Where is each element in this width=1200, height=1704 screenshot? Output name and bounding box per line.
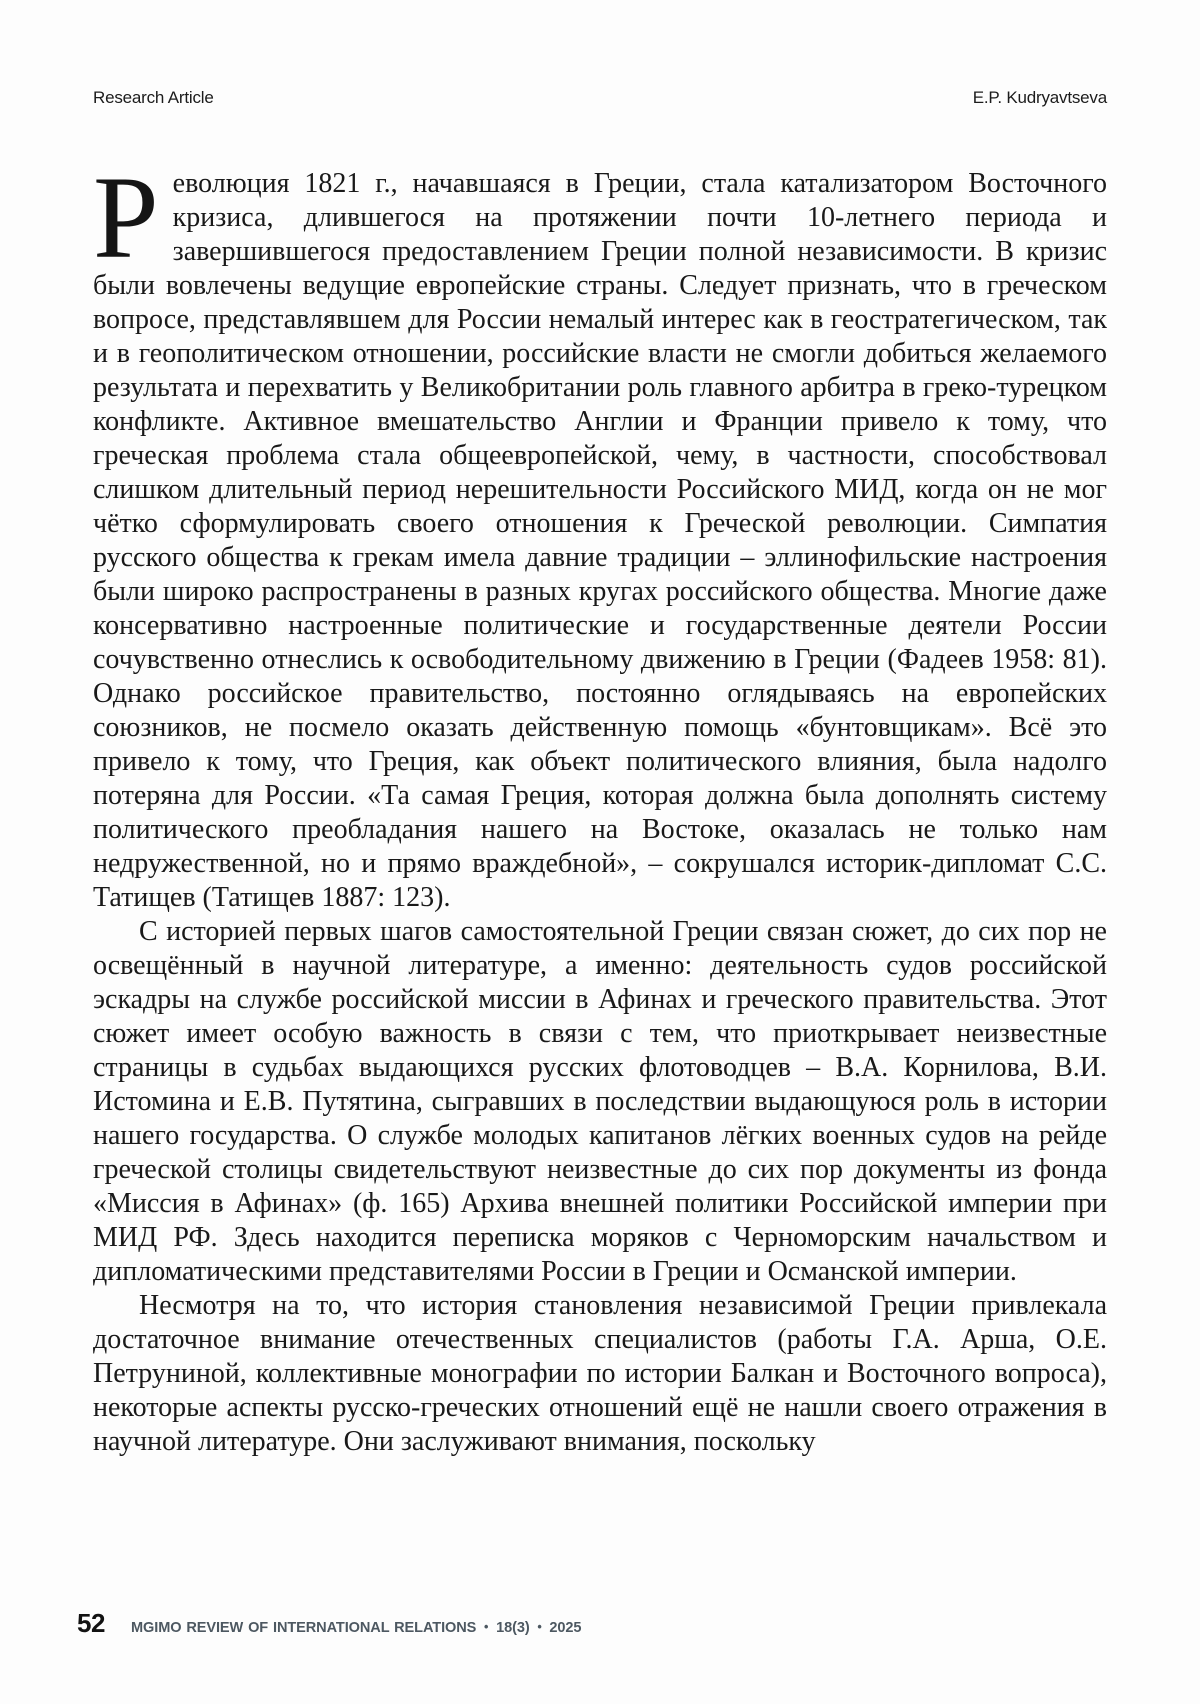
journal-issue: 18(3) — [496, 1619, 530, 1636]
footer-separator: • — [483, 1619, 489, 1634]
paragraph-text: еволюция 1821 г., начавшаяся в Греции, стала катализатором Восточного кризиса, длившегося на протяжении почти 10-летнего периода и завершившегося предоставлением Греции полной независимости. В кризис были вовлечены ведущие европейские страны. Следует признать, что в греческом вопросе, представлявшем для России немалый интерес как в геостратегическом, так и в геополитическом отношении, российские власти не смогли добиться желаемого результата и перехватить у Великобритании роль главного арбитра в греко-турецком конфликте. Активное вмешательство Англии и Франции привело к тому, что греческая проблема стала общеевропейской, чему, в частности, способствовал слишком длительный период нерешительности Российского МИД, когда он не мог чётко сформулировать своего отношения к Греческой революции. Симпатия русского общества к грекам имела давние традиции – эллинофильские настроения были широко распространены в разных кругах российского общества. Многие даже консервативно настроенные политические и государственные деятели России сочувственно отнеслись к освободительному движению в Греции (Фадеев 1958: 81). Однако российское правительство, постоянно оглядываясь на европейских союзников, не посмело оказать действенную помощь «бунтовщикам». Всё это привело к тому, что Греция, как объект политического влияния, была надолго потеряна для России. «Та самая Греция, которая должна была дополнять систему политического преобладания нашего на Востоке, оказалась не только нам недружественной, но и прямо враждебной», – сокрушался историк-дипломат С.С. Татищев (Татищев 1887: 123). — [93, 168, 1107, 913]
running-head — [93, 88, 1107, 108]
running-head-article-type: Research Article — [93, 88, 214, 107]
journal-title: MGIMO REVIEW OF INTERNATIONAL RELATIONS — [130, 1619, 477, 1636]
article-paragraph: С историей первых шагов самостоятельной Греции связан сюжет, до сих пор не освещённый в научной литературе, а именно: деятельность судов российской эскадры на службе российской миссии в Афинах и греческого правительства. Этот сюжет имеет особую важность в связи с тем, что приоткрывает неизвестные страницы в судьбах выдающихся русских флотоводцев – В.А. Корнилова, В.И. Истомина и Е.В. Путятина, сыгравших в последствии выдающуюся роль в истории нашего государства. О службе молодых капитанов лёгких военных судов на рейде греческой столицы свидетельствуют неизвестные до сих пор документы из фонда «Миссия в Афинах» (ф. 165) Архива внешней политики Российской империи при МИД РФ. Здесь находится переписка моряков с Черноморским начальством и дипломатическими представителями России в Греции и Османской империи. — [93, 916, 1107, 1287]
journal-footer-line — [131, 1619, 581, 1636]
footer-separator: • — [537, 1619, 542, 1634]
page-footer — [77, 1608, 595, 1639]
running-head-author: E.P. Kudryavtseva — [972, 88, 1107, 107]
drop-cap: Р — [93, 152, 159, 283]
journal-year: 2025 — [549, 1619, 582, 1636]
article-paragraph — [93, 152, 1107, 915]
page-number: 52 — [77, 1608, 105, 1638]
article-body — [93, 152, 1107, 1459]
article-paragraph: Несмотря на то, что история становления независимой Греции привлекала достаточное внимание отечественных специалистов (работы Г.А. Арша, О.Е. Петруниной, коллективные монографии по истории Балкан и Восточного вопроса), некоторые аспекты русско-греческих отношений ещё не нашли своего отражения в научной литературе. Они заслуживают внимания, поскольку — [93, 1290, 1107, 1457]
